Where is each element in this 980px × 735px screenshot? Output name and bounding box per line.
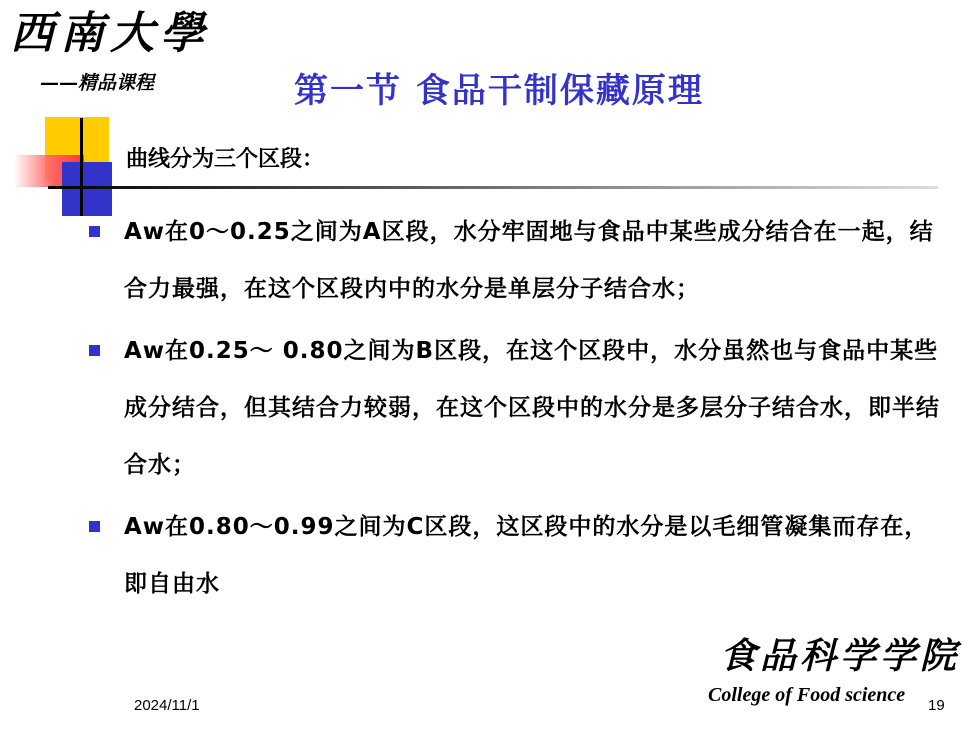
course-tag: ——精品课程 — [40, 72, 155, 94]
bullet-list — [86, 204, 946, 618]
bullet-text: Aw在0.80～0.99之间为C区段，这区段中的水分是以毛细管凝集而存在，即自由水 — [124, 514, 929, 597]
page-number: 19 — [928, 697, 945, 714]
square-bullet-icon — [89, 521, 100, 532]
university-logo: 西南大學 — [10, 8, 210, 59]
bullet-text: Aw在0.25～ 0.80之间为B区段，在这个区段中，水分虽然也与食品中某些成分结合，但其结合力较弱，在这个区段中的水分是多层分子结合水，即半结合水； — [124, 338, 940, 478]
footer-date: 2024/11/1 — [134, 697, 200, 714]
decor-vertical-line — [80, 118, 83, 216]
section-subtitle: 曲线分为三个区段： — [126, 147, 325, 172]
bullet-item — [86, 323, 946, 494]
bullet-item — [86, 204, 946, 318]
decor-horizontal-rule — [48, 186, 938, 189]
college-logo-chinese: 食品科学学院 — [720, 635, 961, 677]
bullet-item — [86, 499, 946, 613]
slide-title: 第一节 食品干制保藏原理 — [294, 71, 704, 111]
square-bullet-icon — [89, 226, 100, 237]
college-logo-english: College of Food science — [708, 684, 906, 706]
bullet-text: Aw在0～0.25之间为A区段，水分牢固地与食品中某些成分结合在一起，结合力最强，在这个区段内中的水分是单层分子结合水； — [124, 219, 934, 302]
square-bullet-icon — [89, 345, 100, 356]
